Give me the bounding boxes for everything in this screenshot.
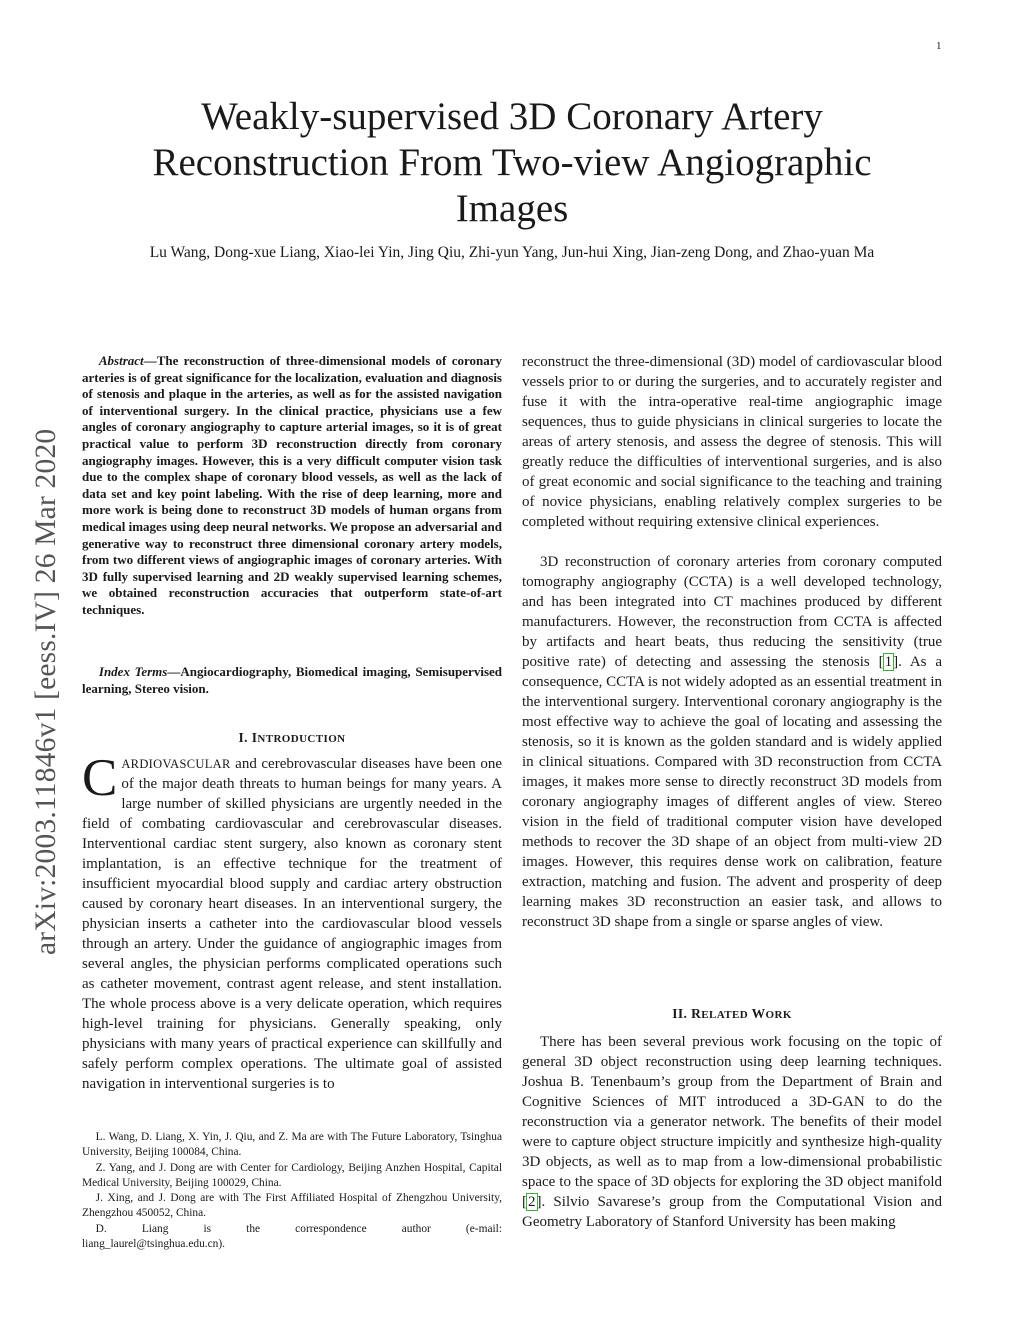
index-terms-label: Index Terms <box>98 664 168 679</box>
abstract-label: Abstract <box>98 353 144 368</box>
drop-cap: C <box>82 749 118 807</box>
footnote-affiliation: Z. Yang, and J. Dong are with Center for Cardiology, Beijing Anzhen Hospital, Capital Medical University, Beijing 100029, China. <box>82 1161 502 1189</box>
footnote-email[interactable]: liang_laurel@tsinghua.edu.cn). <box>82 1238 226 1251</box>
footnote-affiliation: L. Wang, D. Liang, X. Yin, J. Qiu, and Z. Ma are with The Future Laboratory, Tsinghua University, Beijing 100084, China. <box>82 1131 502 1159</box>
citation-link[interactable]: 2 <box>528 1194 536 1210</box>
intro-text: and cerebrovascular diseases have been one of the major death threats to human beings for many years. A large number of skilled physicians are urgently needed in the field of combating cardiovascular and cerebrovascular diseases. Interventional cardiac stent surgery, also known as coronary stent implantation, is an effective technique for the treatment of insufficient myocardial blood supply and cardiac artery obstruction caused by coronary heart diseases. In an interventional surgery, the physician inserts a catheter into the cardiovascular blood vessels through an artery. Under the guidance of angiographic images from several angles, the physician performs complicated operations such as catheter movement, contrast agent release, and stent installation. The whole process above is a very delicate operation, which requires high-level training for physicians. Generally speaking, only physicians with many years of practical experience can skillfully and safely perform complex operations. The ultimate goal of assisted navigation in interventional surgeries is to <box>82 756 502 1092</box>
body-paragraph: reconstruct the three-dimensional (3D) model of cardiovascular blood vessels prior to or during the surgeries, and to accurately register and fuse it with the intra-operative real-time angiographic image sequences, thus to guide physicians in clinical surgeries to locate the areas of artery stenosis, and assess the degree of stenosis. This will greatly reduce the difficulties of interventional surgeries, and is also of great economic and social significance to the teaching and training of novice physicians, enabling relatively complex surgeries to be completed without requiring extensive clinical experiences. <box>522 354 942 530</box>
author-footnotes <box>82 1130 502 1252</box>
intro-paragraph <box>82 749 502 1094</box>
index-terms: Index Terms—Angiocardiography, Biomedical imaging, Semisupervised learning, Stereo vision. <box>82 664 502 696</box>
abstract-text: The reconstruction of three-dimensional models of coronary arteries is of great significance for the localization, evaluation and diagnosis of stenosis and plaque in the arteries, as well as for the assisted navigation of interventional surgery. In the clinical practice, physicians use a few angles of coronary angiography to capture arterial images, so it is of great practical value to perform 3D reconstruction directly from coronary angiography images. However, this is a very difficult computer vision task due to the complex shape of coronary blood vessels, as well as the lack of data set and key point labeling. With the rise of deep learning, more and more work is being done to reconstruct 3D models of human organs from medical images using deep neural networks. We propose an adversarial and generative way to reconstruct three dimensional coronary artery models, from two different views of angiographic images of coronary arteries. With 3D fully supervised learning and 2D weakly supervised learning schemes, we obtained reconstruction accuracies that outperform state-of-art techniques. <box>82 353 502 617</box>
body-paragraph: 3D reconstruction of coronary arteries from coronary computed tomography angiography (CCTA) is a well developed technology, and has been integrated into CT machines produced by different manufacturers. However, the reconstruction from CCTA is affected by artifacts and heart beats, thus reducing the sensitivity (true positive rate) of detecting and assessing the stenosis [1]. As a consequence, CCTA is not widely adopted as an essential treatment in the interventional surgery. Interventional coronary angiography is the most effective way to achieve the goal of locating and assessing the stenosis, so it is known as the golden standard and is widely applied in clinical situations. Compared with 3D reconstruction from CCTA images, it makes more sense to directly reconstruct 3D models from coronary angiography images of different angles of view. Stereo vision in the field of traditional computer vision have developed methods to recover the 3D shape of an object from multi-view 2D images. However, this requires dense work on calibration, feature extraction, matching and fusion. The advent and prosperity of deep learning makes 3D reconstruction an easier task, and allows to reconstruct 3D shape from a single or sparse angles of view. <box>522 554 943 930</box>
intro-smallcaps: ARDIOVASCULAR <box>121 757 231 771</box>
section-heading-introduction: I. INTRODUCTION <box>238 730 346 745</box>
arxiv-identifier[interactable]: arXiv:2003.11846v1 [eess.IV] 26 Mar 2020 <box>30 428 62 955</box>
section-heading-related-work: II. RELATED WORK <box>672 1006 792 1021</box>
footnote-correspondence: D. Liang is the correspondence author (e-mail: <box>95 1222 502 1235</box>
page-number: 1 <box>936 40 942 52</box>
footnote-affiliation: J. Xing, and J. Dong are with The First Affiliated Hospital of Zhengzhou University, Zhengzhou 450052, China. <box>82 1192 502 1220</box>
citation-link[interactable]: 1 <box>884 654 893 670</box>
author-list: Lu Wang, Dong-xue Liang, Xiao-lei Yin, Jing Qiu, Zhi-yun Yang, Jun-hui Xing, Jian-zeng Dong, and Zhao-yuan Ma <box>149 244 875 261</box>
paper-title: Weakly-supervised 3D Coronary Artery Reconstruction From Two-view Angiographic Images <box>152 95 872 230</box>
index-terms-text: Angiocardiography, Biomedical imaging, Semisupervised learning, Stereo vision. <box>82 664 502 696</box>
abstract: Abstract—The reconstruction of three-dimensional models of coronary arteries is of great significance for the localization, evaluation and diagnosis of stenosis and plaque in the arteries, as well as for the assisted navigation of interventional surgery. In the clinical practice, physicians use a few angles of coronary angiography to capture arterial images, so it is of great practical value to perform 3D reconstruction directly from coronary angiography images. However, this is a very difficult computer vision task due to the complex shape of coronary blood vessels, as well as the lack of data set and key point labeling. With the rise of deep learning, more and more work is being done to reconstruct 3D models of human organs from medical images using deep neural networks. We propose an adversarial and generative way to reconstruct three dimensional coronary artery models, from two different views of angiographic images of coronary arteries. With 3D fully supervised learning and 2D weakly supervised learning schemes, we obtained reconstruction accuracies that outperform state-of-art techniques. <box>82 353 502 617</box>
body-paragraph: There has been several previous work focusing on the topic of general 3D object reconstruction using deep learning techniques. Joshua B. Tenenbaum’s group from the Department of Brain and Cognitive Sciences of MIT introduced a 3D-GAN to do the reconstruction via a generator network. The benefits of their model were to capture object structure impicitly and synthesize high-quality 3D objects, as well as to map from a low-dimensional probabilistic space to the space of 3D objects for exploring the 3D object manifold [2]. Silvio Savarese’s group from the Computational Vision and Geometry Laboratory of Stanford University has been making <box>522 1034 942 1230</box>
